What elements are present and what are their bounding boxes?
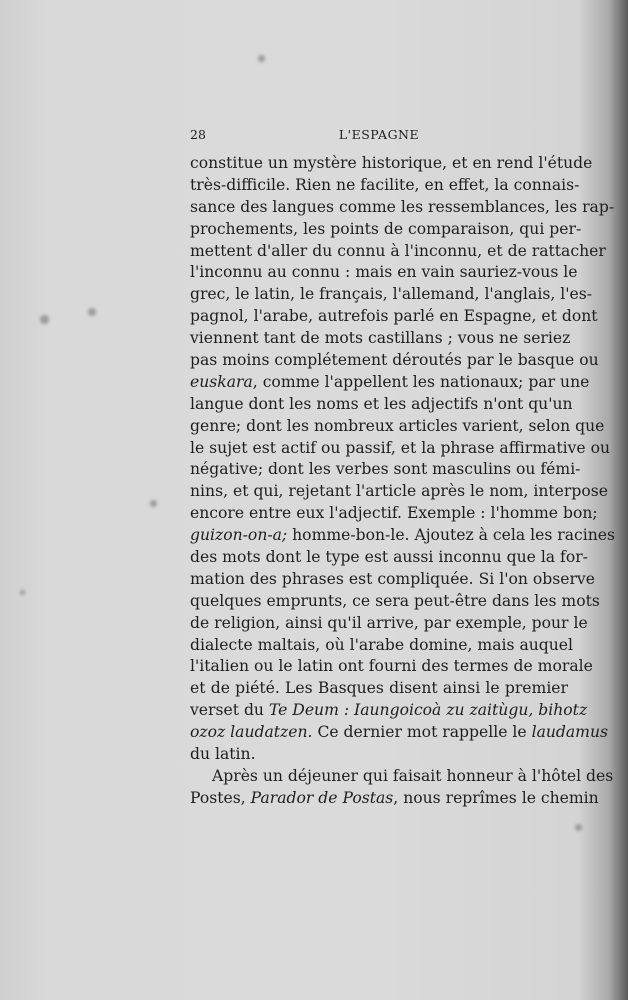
text-segment: sance des langues comme les ressemblances, les rap- bbox=[190, 197, 615, 216]
text-line bbox=[190, 635, 574, 657]
text-segment: , nous reprîmes le chemin bbox=[393, 788, 599, 807]
text-line bbox=[190, 438, 610, 460]
text-line bbox=[190, 591, 600, 613]
text-line bbox=[190, 262, 578, 284]
italic-text: Te Deum : Iaungoicoà zu zaitùgu, bihotz bbox=[268, 701, 588, 720]
text-segment: encore entre eux l'adjectif. Exemple : l'homme bon; bbox=[190, 504, 598, 523]
text-segment: l'italien ou le latin ont fourni des termes de morale bbox=[190, 657, 593, 676]
text-line bbox=[190, 547, 588, 569]
text-segment: viennent tant de mots castillans ; vous ne seriez bbox=[190, 329, 571, 348]
text-line bbox=[190, 153, 593, 175]
italic-text: Parador de Postas bbox=[250, 788, 394, 807]
page-number: 28 bbox=[190, 127, 206, 142]
italic-text: guizon-on-a; bbox=[190, 526, 288, 545]
text-segment: grec, le latin, le français, l'allemand, l'anglais, l'es- bbox=[190, 285, 593, 304]
paper-speck bbox=[20, 590, 25, 595]
running-title: L'ESPAGNE bbox=[338, 127, 420, 142]
paper-speck bbox=[40, 315, 49, 324]
text-segment: l'inconnu au connu : mais en vain sauriez-vous le bbox=[190, 263, 578, 282]
text-segment: Après un déjeuner qui faisait honneur à l'hôtel des bbox=[212, 766, 614, 785]
text-line bbox=[190, 197, 615, 219]
text-segment: Ce dernier mot rappelle le bbox=[312, 723, 532, 742]
text-line bbox=[190, 328, 571, 350]
text-segment: et de piété. Les Basques disent ainsi le premier bbox=[190, 679, 568, 698]
text-segment: homme-bon-le. Ajoutez à cela les racines bbox=[287, 526, 616, 545]
paper-speck bbox=[258, 55, 265, 62]
text-line bbox=[190, 656, 593, 678]
text-line bbox=[190, 416, 605, 438]
text-segment: dialecte maltais, où l'arabe domine, mais auquel bbox=[190, 635, 574, 654]
text-segment: langue dont les noms et les adjectifs n'ont qu'un bbox=[190, 394, 573, 413]
text-line bbox=[190, 219, 582, 241]
text-segment: genre; dont les nombreux articles varient, selon que bbox=[190, 416, 605, 435]
text-segment: Postes, bbox=[190, 788, 251, 807]
italic-text: laudamus bbox=[531, 723, 609, 742]
text-line bbox=[190, 569, 595, 591]
text-segment: mation des phrases est compliquée. Si l'on observe bbox=[190, 569, 595, 588]
text-line bbox=[190, 306, 598, 328]
text-line bbox=[190, 722, 609, 744]
text-line bbox=[190, 241, 606, 263]
text-line bbox=[190, 284, 593, 306]
text-segment: de religion, ainsi qu'il arrive, par exemple, pour le bbox=[190, 613, 588, 632]
text-line bbox=[190, 700, 588, 722]
text-line bbox=[190, 394, 573, 416]
text-line bbox=[190, 744, 568, 766]
text-segment: pagnol, l'arabe, autrefois parlé en Espagne, et dont bbox=[190, 307, 598, 326]
text-line bbox=[190, 788, 599, 810]
text-line bbox=[190, 372, 590, 394]
text-line bbox=[190, 613, 588, 635]
text-segment: prochements, les points de comparaison, qui per- bbox=[190, 219, 582, 238]
text-line bbox=[190, 459, 581, 481]
text-segment: négative; dont les verbes sont masculins ou fémi- bbox=[190, 460, 581, 479]
text-segment: des mots dont le type est aussi inconnu que la for- bbox=[190, 548, 588, 567]
italic-text: ozoz laudatzen. bbox=[190, 723, 313, 742]
italic-text: euskara bbox=[190, 372, 253, 391]
text-segment: verset du bbox=[190, 701, 269, 720]
text-line bbox=[190, 481, 608, 503]
text-segment: pas moins complétement déroutés par le basque ou bbox=[190, 351, 599, 370]
text-segment: , comme l'appellent les nationaux; par une bbox=[252, 372, 590, 391]
paper-speck bbox=[575, 824, 582, 831]
text-line bbox=[190, 503, 598, 525]
text-segment: le sujet est actif ou passif, et la phrase affirmative ou bbox=[190, 438, 610, 457]
text-segment: quelques emprunts, ce sera peut-être dans les mots bbox=[190, 591, 600, 610]
text-line bbox=[190, 766, 614, 788]
text-line bbox=[190, 175, 580, 197]
text-segment: constitue un mystère historique, et en rend l'étude bbox=[190, 154, 593, 172]
text-line bbox=[190, 525, 616, 547]
text-line bbox=[190, 350, 599, 372]
text-segment: très-difficile. Rien ne facilite, en effet, la connais- bbox=[190, 175, 580, 194]
text-segment: mettent d'aller du connu à l'inconnu, et de rattacher bbox=[190, 241, 606, 260]
body-text bbox=[190, 153, 616, 810]
paper-speck bbox=[88, 308, 96, 316]
text-line bbox=[190, 678, 568, 700]
text-segment: du latin. bbox=[190, 745, 256, 764]
paper-speck bbox=[150, 500, 157, 507]
text-segment: nins, et qui, rejetant l'article après le nom, interpose bbox=[190, 482, 608, 501]
running-header bbox=[190, 127, 568, 147]
